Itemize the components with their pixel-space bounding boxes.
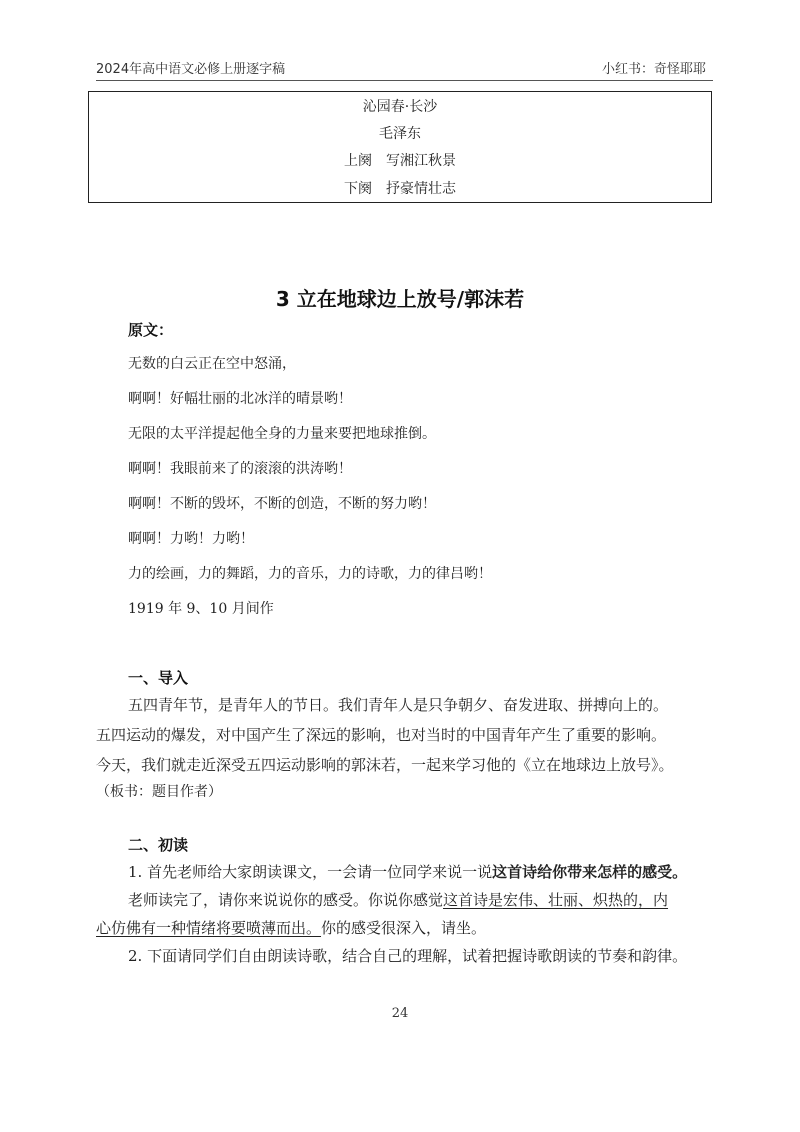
lesson-title: 3 立在地球边上放号/郭沫若 bbox=[275, 287, 525, 311]
poem-line: 无限的太平洋提起他全身的力量来要把地球推倒。 bbox=[128, 426, 436, 442]
poem-line: 无数的白云正在空中怒涌， bbox=[128, 356, 296, 372]
poem-date: 1919 年 9、10 月间作 bbox=[128, 601, 274, 617]
header-document-title: 2024年高中语文必修上册逐字稿 bbox=[96, 62, 286, 77]
poem-line: 啊啊！不断的毁坏，不断的创造，不断的努力哟！ bbox=[128, 496, 436, 512]
first-reading-paragraph-line bbox=[128, 861, 687, 882]
first-reading-text: 你的感受很深入，请坐。 bbox=[321, 919, 487, 937]
header-author-credit: 小红书：奇怪耶耶 bbox=[601, 62, 706, 77]
section-heading-intro: 一、导入 bbox=[128, 669, 189, 687]
poem-line: 啊啊！好幅壮丽的北冰洋的晴景哟！ bbox=[128, 391, 352, 407]
intro-paragraph-line: 今天，我们就走近深受五四运动影响的郭沫若，一起来学习他的《立在地球边上放号》。 bbox=[96, 756, 674, 774]
board-note: （板书：题目作者） bbox=[96, 784, 222, 800]
intro-paragraph-line: 五四运动的爆发，对中国产生了深远的影响，也对当时的中国青年产生了重要的影响。 bbox=[96, 726, 667, 744]
first-reading-paragraph-line: 2. 下面请同学们自由朗读诗歌，结合自己的理解，试着把握诗歌朗读的节奏和韵律。 bbox=[128, 947, 688, 965]
first-reading-paragraph-line bbox=[96, 917, 486, 938]
underlined-response: 这首诗是宏伟、壮丽、炽热的，内 bbox=[443, 891, 669, 909]
header-divider bbox=[96, 80, 713, 81]
summary-poem-title: 沁园春·长沙 bbox=[362, 99, 438, 115]
poem-line: 啊啊！力哟！力哟！ bbox=[128, 531, 254, 547]
page-number: 24 bbox=[391, 1006, 409, 1021]
summary-poem-author: 毛泽东 bbox=[379, 126, 421, 142]
first-reading-paragraph-line bbox=[128, 889, 668, 910]
summary-box bbox=[88, 91, 712, 203]
underlined-response: 心仿佛有一种情绪将要喷薄而出。 bbox=[96, 919, 322, 937]
summary-second-stanza: 下阕 抒豪情壮志 bbox=[344, 181, 456, 197]
section-heading-first-reading: 二、初读 bbox=[128, 836, 189, 854]
key-question-bold: 这首诗给你带来怎样的感受。 bbox=[492, 863, 688, 881]
intro-paragraph-line: 五四青年节，是青年人的节日。我们青年人是只争朝夕、奋发进取、拼搏向上的。 bbox=[128, 696, 669, 714]
poem-line: 啊啊！我眼前来了的滚滚的洪涛哟！ bbox=[128, 461, 352, 477]
summary-first-stanza: 上阕 写湘江秋景 bbox=[344, 153, 456, 169]
first-reading-text: 1. 首先老师给大家朗读课文，一会请一位同学来说一说 bbox=[128, 863, 493, 881]
first-reading-text: 老师读完了，请你来说说你的感受。你说你感觉 bbox=[128, 891, 444, 909]
page-header bbox=[96, 56, 706, 78]
poem-line: 力的绘画，力的舞蹈，力的音乐，力的诗歌，力的律吕哟！ bbox=[128, 566, 492, 582]
original-text-label: 原文： bbox=[128, 321, 174, 339]
